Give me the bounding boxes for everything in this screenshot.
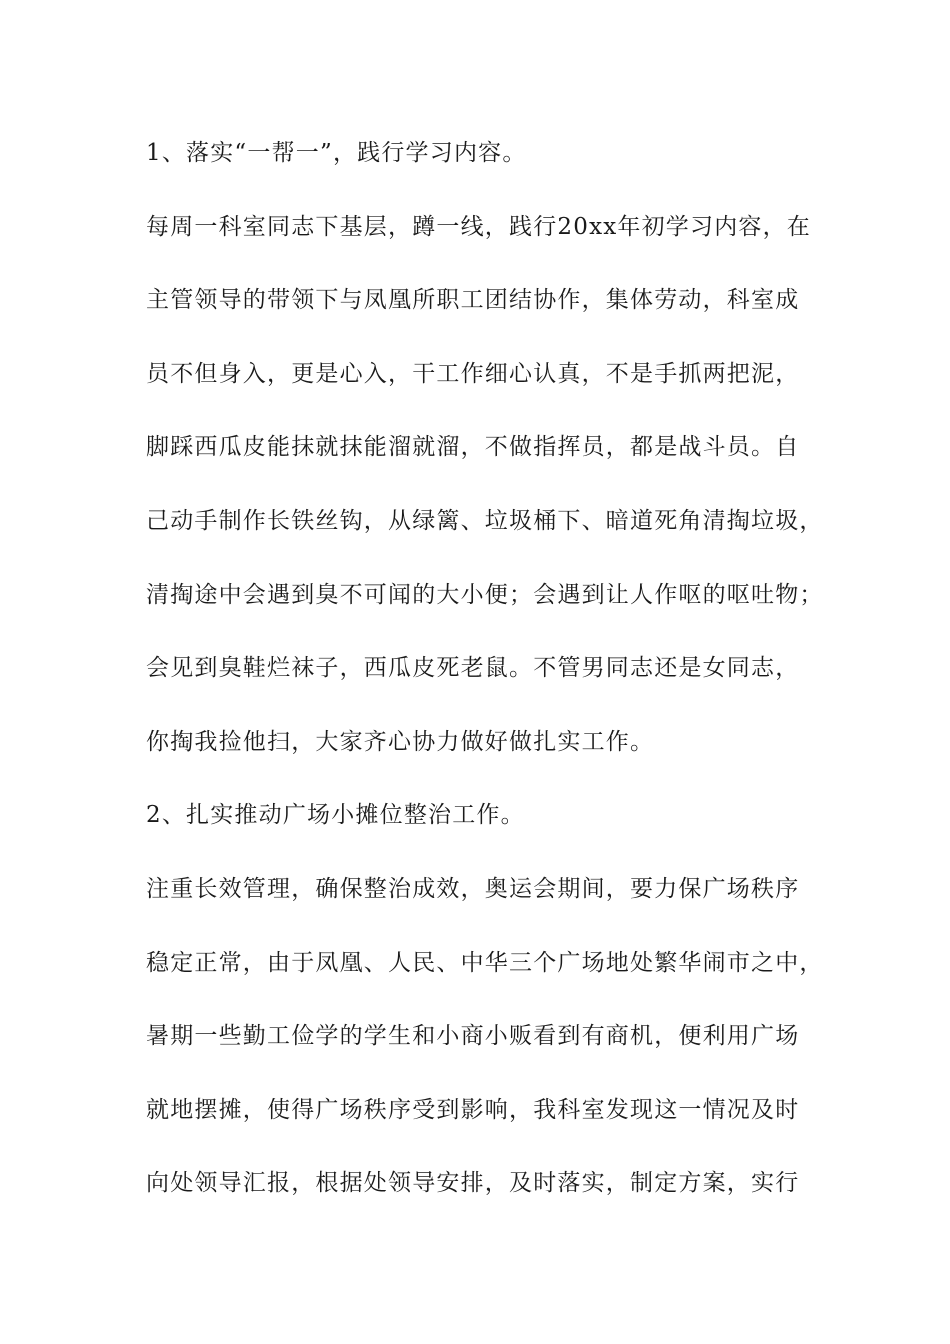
paragraph-line: 注重长效管理，确保整治成效，奥运会期间，要力保广场秩序 xyxy=(146,875,800,902)
heading-2: 2、扎实推动广场小摊位整治工作。 xyxy=(146,802,525,829)
paragraph-line: 暑期一些勤工俭学的学生和小商小贩看到有商机，便利用广场 xyxy=(146,1023,800,1050)
paragraph-line: 员不但身入，更是心入，干工作细心认真，不是手抓两把泥， xyxy=(146,360,800,387)
paragraph-line: 向处领导汇报，根据处领导安排，及时落实，制定方案，实行 xyxy=(146,1170,800,1197)
document-body xyxy=(146,130,826,1234)
paragraph-line: 主管领导的带领下与凤凰所职工团结协作，集体劳动，科室成 xyxy=(146,287,800,314)
paragraph-line: 稳定正常，由于凤凰、人民、中华三个广场地处繁华闹市之中， xyxy=(146,949,824,976)
paragraph-line: 每周一科室同志下基层，蹲一线，践行20xx年初学习内容，在 xyxy=(146,213,812,240)
paragraph-line: 会见到臭鞋烂袜子，西瓜皮死老鼠。不管男同志还是女同志， xyxy=(146,655,800,682)
paragraph-line: 你掏我捡他扫，大家齐心协力做好做扎实工作。 xyxy=(146,728,655,755)
paragraph-line: 就地摆摊，使得广场秩序受到影响，我科室发现这一情况及时 xyxy=(146,1096,800,1123)
paragraph-line: 己动手制作长铁丝钩，从绿篱、垃圾桶下、暗道死角清掏垃圾， xyxy=(146,507,824,534)
paragraph-line: 清掏途中会遇到臭不可闻的大小便；会遇到让人作呕的呕吐物； xyxy=(146,581,824,608)
paragraph-line: 脚踩西瓜皮能抹就抹能溜就溜，不做指挥员，都是战斗员。自 xyxy=(146,434,800,461)
heading-1: 1、落实“一帮一”，践行学习内容。 xyxy=(146,140,527,166)
